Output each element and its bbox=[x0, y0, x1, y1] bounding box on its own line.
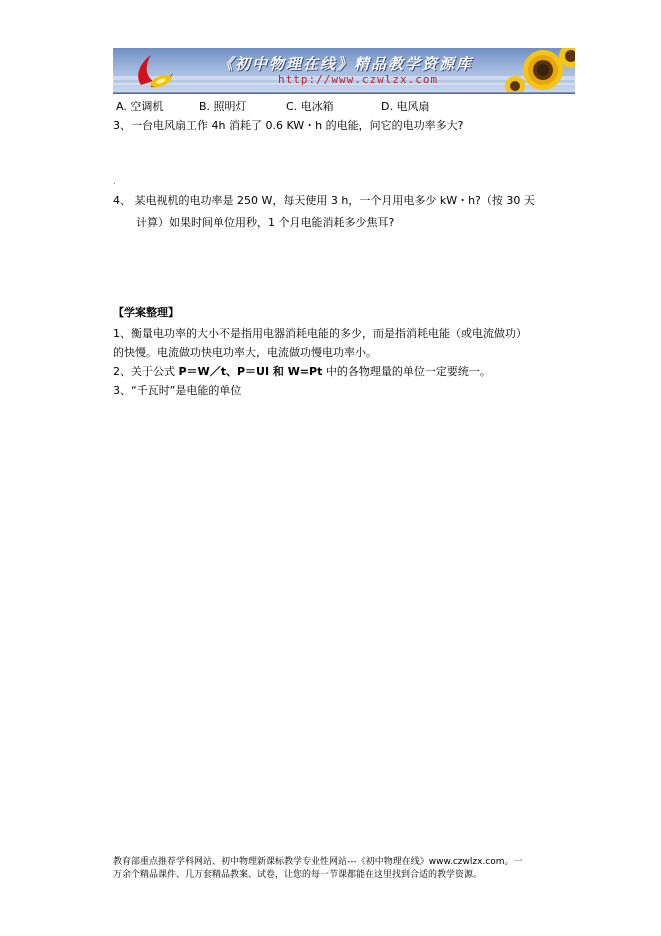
option-a: A. 空调机 bbox=[116, 100, 164, 113]
option-c: C. 电冰箱 bbox=[286, 100, 334, 113]
logo-icon bbox=[131, 51, 181, 89]
question-3: 3、一台电风扇工作 4h 消耗了 0.6 KW・h 的电能，问它的电功率多大? bbox=[113, 119, 464, 132]
sunflower-icon bbox=[505, 48, 575, 92]
summary-point-2-suffix: 中的各物理量的单位一定要统一。 bbox=[322, 365, 491, 378]
summary-point-2-prefix: 2、关于公式 bbox=[113, 365, 179, 378]
stray-dot: . bbox=[113, 177, 116, 187]
banner-title: 《初中物理在线》精品教学资源库 bbox=[218, 55, 474, 73]
header-rule bbox=[113, 93, 575, 94]
formula: P＝W／t、P＝UI 和 W=Pt bbox=[178, 365, 323, 378]
option-d: D. 电风扇 bbox=[381, 100, 430, 113]
footer-line2: 万余个精品课件、几万套精品教案、试卷，让您的每一节课都能在这里找到合适的教学资源。 bbox=[113, 870, 483, 880]
banner-url: http://www.czwlzx.com bbox=[278, 73, 439, 86]
summary-point-1-line1: 1、衡量电功率的大小不是指用电器消耗电能的多少，而是指消耗电能（或电流做功） bbox=[113, 327, 527, 340]
summary-point-3: 3、“千瓦时”是电能的单位 bbox=[113, 384, 242, 397]
option-b: B. 照明灯 bbox=[199, 100, 247, 113]
summary-point-2 bbox=[113, 364, 491, 379]
header-banner bbox=[113, 48, 575, 93]
question-4-line2: 计算）如果时间单位用秒，1 个月电能消耗多少焦耳? bbox=[136, 216, 395, 229]
summary-heading: 【学案整理】 bbox=[113, 306, 179, 319]
summary-point-1-line2: 的快慢。电流做功快电功率大，电流做功慢电功率小。 bbox=[113, 346, 377, 359]
footer-line1: 教育部重点推荐学科网站、初中物理新课标教学专业性网站---《初中物理在线》www.czwlzx.com。一 bbox=[113, 857, 523, 867]
question-4-line1: 4、 某电视机的电功率是 250 W，每天使用 3 h，一个月用电多少 kW・h?（按 30 天 bbox=[113, 194, 535, 207]
choice-options bbox=[116, 99, 446, 114]
